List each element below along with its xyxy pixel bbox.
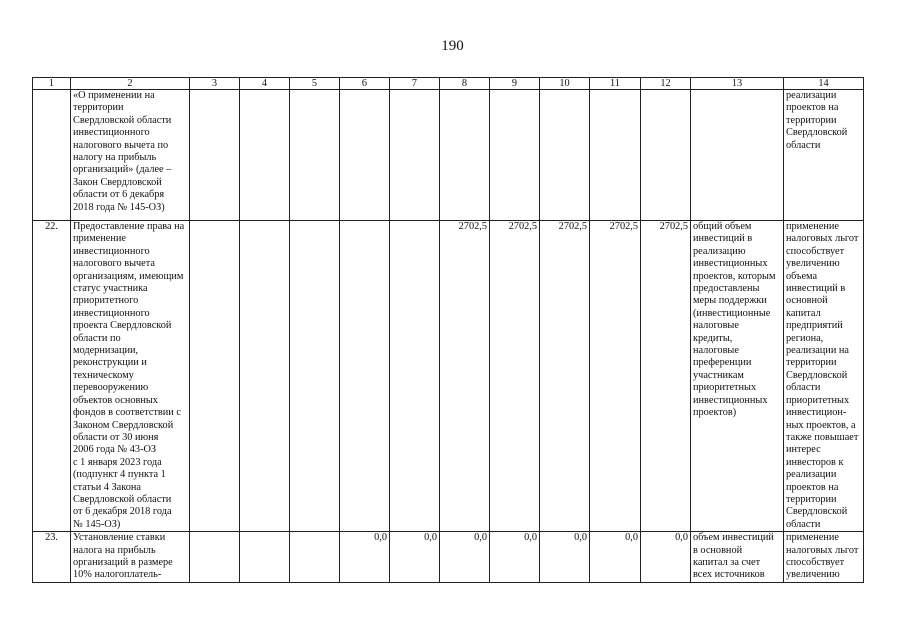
value-cell bbox=[340, 90, 390, 221]
value-cell: 0,0 bbox=[440, 532, 490, 583]
table-header-row bbox=[33, 78, 864, 90]
value-cell bbox=[540, 90, 590, 221]
value-cell bbox=[290, 90, 340, 221]
header-cell: 11 bbox=[590, 78, 641, 90]
value-cell: 0,0 bbox=[490, 532, 540, 583]
document-table bbox=[32, 77, 864, 583]
value-cell: 2702,5 bbox=[641, 221, 691, 532]
row-number bbox=[33, 90, 71, 221]
value-cell bbox=[440, 90, 490, 221]
measure-description: Предоставление права на применение инвестиционного налогового вычета организациям, имеющим статус участника приоритетного инвестиционного проекта Свердловской области по модернизации, реконструкции и техническому перевооружению объектов основных фондов в соответствии с Законом Свердловской области от 30 июня 2006 года № 43-ОЗ с 1 января 2023 года (подпункт 4 пункта 1 статьи 4 Закона Свердловской области от 6 декабря 2018 года № 145-ОЗ) bbox=[71, 221, 190, 532]
header-cell: 8 bbox=[440, 78, 490, 90]
row-number: 22. bbox=[33, 221, 71, 532]
table-row bbox=[33, 90, 864, 221]
value-cell bbox=[240, 90, 290, 221]
value-cell: 0,0 bbox=[340, 532, 390, 583]
value-cell bbox=[190, 221, 240, 532]
value-cell bbox=[490, 90, 540, 221]
header-cell: 10 bbox=[540, 78, 590, 90]
indicator-cell: объем инвестиций в основной капитал за счет всех источников bbox=[691, 532, 784, 583]
header-cell: 5 bbox=[290, 78, 340, 90]
indicator-cell: общий объем инвестиций в реализацию инвестиционных проектов, которым предоставлены меры поддержки (инвестиционные налоговые кредиты, налоговые преференции участникам приоритетных инвестиционных проектов) bbox=[691, 221, 784, 532]
measure-description: Установление ставки налога на прибыль организаций в размере 10% налогоплатель- bbox=[71, 532, 190, 583]
header-cell: 12 bbox=[641, 78, 691, 90]
header-cell: 4 bbox=[240, 78, 290, 90]
value-cell: 0,0 bbox=[641, 532, 691, 583]
header-cell: 14 bbox=[784, 78, 864, 90]
value-cell bbox=[340, 221, 390, 532]
table-row bbox=[33, 532, 864, 583]
value-cell: 0,0 bbox=[390, 532, 440, 583]
value-cell bbox=[240, 532, 290, 583]
effect-cell: реализации проектов на территории Свердловской области bbox=[784, 90, 864, 221]
table-row bbox=[33, 221, 864, 532]
header-cell: 3 bbox=[190, 78, 240, 90]
row-number: 23. bbox=[33, 532, 71, 583]
header-cell: 7 bbox=[390, 78, 440, 90]
indicator-cell bbox=[691, 90, 784, 221]
value-cell: 2702,5 bbox=[590, 221, 641, 532]
value-cell bbox=[290, 532, 340, 583]
value-cell bbox=[290, 221, 340, 532]
value-cell bbox=[590, 90, 641, 221]
value-cell: 0,0 bbox=[540, 532, 590, 583]
value-cell: 2702,5 bbox=[490, 221, 540, 532]
header-cell: 1 bbox=[33, 78, 71, 90]
effect-cell: применение налоговых льгот способствует увеличению bbox=[784, 532, 864, 583]
header-cell: 13 bbox=[691, 78, 784, 90]
header-cell: 9 bbox=[490, 78, 540, 90]
value-cell bbox=[190, 532, 240, 583]
value-cell: 2702,5 bbox=[540, 221, 590, 532]
value-cell: 2702,5 bbox=[440, 221, 490, 532]
value-cell: 0,0 bbox=[590, 532, 641, 583]
value-cell bbox=[390, 90, 440, 221]
value-cell bbox=[240, 221, 290, 532]
value-cell bbox=[190, 90, 240, 221]
effect-cell: применение налоговых льгот способствует увеличению объема инвестиций в основной капитал предприятий региона, реализации на территории Свердловской области приоритетных инвестицион- ных проектов, а также повышает интерес инвесторов к реализации проектов на территории Свердловской области bbox=[784, 221, 864, 532]
measure-description: «О применении на территории Свердловской области инвестиционного налогового вычета по налогу на прибыль организаций» (далее – Закон Свердловской области от 6 декабря 2018 года № 145-ОЗ) bbox=[71, 90, 190, 221]
header-cell: 2 bbox=[71, 78, 190, 90]
page-number: 190 bbox=[441, 38, 464, 54]
header-cell: 6 bbox=[340, 78, 390, 90]
value-cell bbox=[641, 90, 691, 221]
value-cell bbox=[390, 221, 440, 532]
